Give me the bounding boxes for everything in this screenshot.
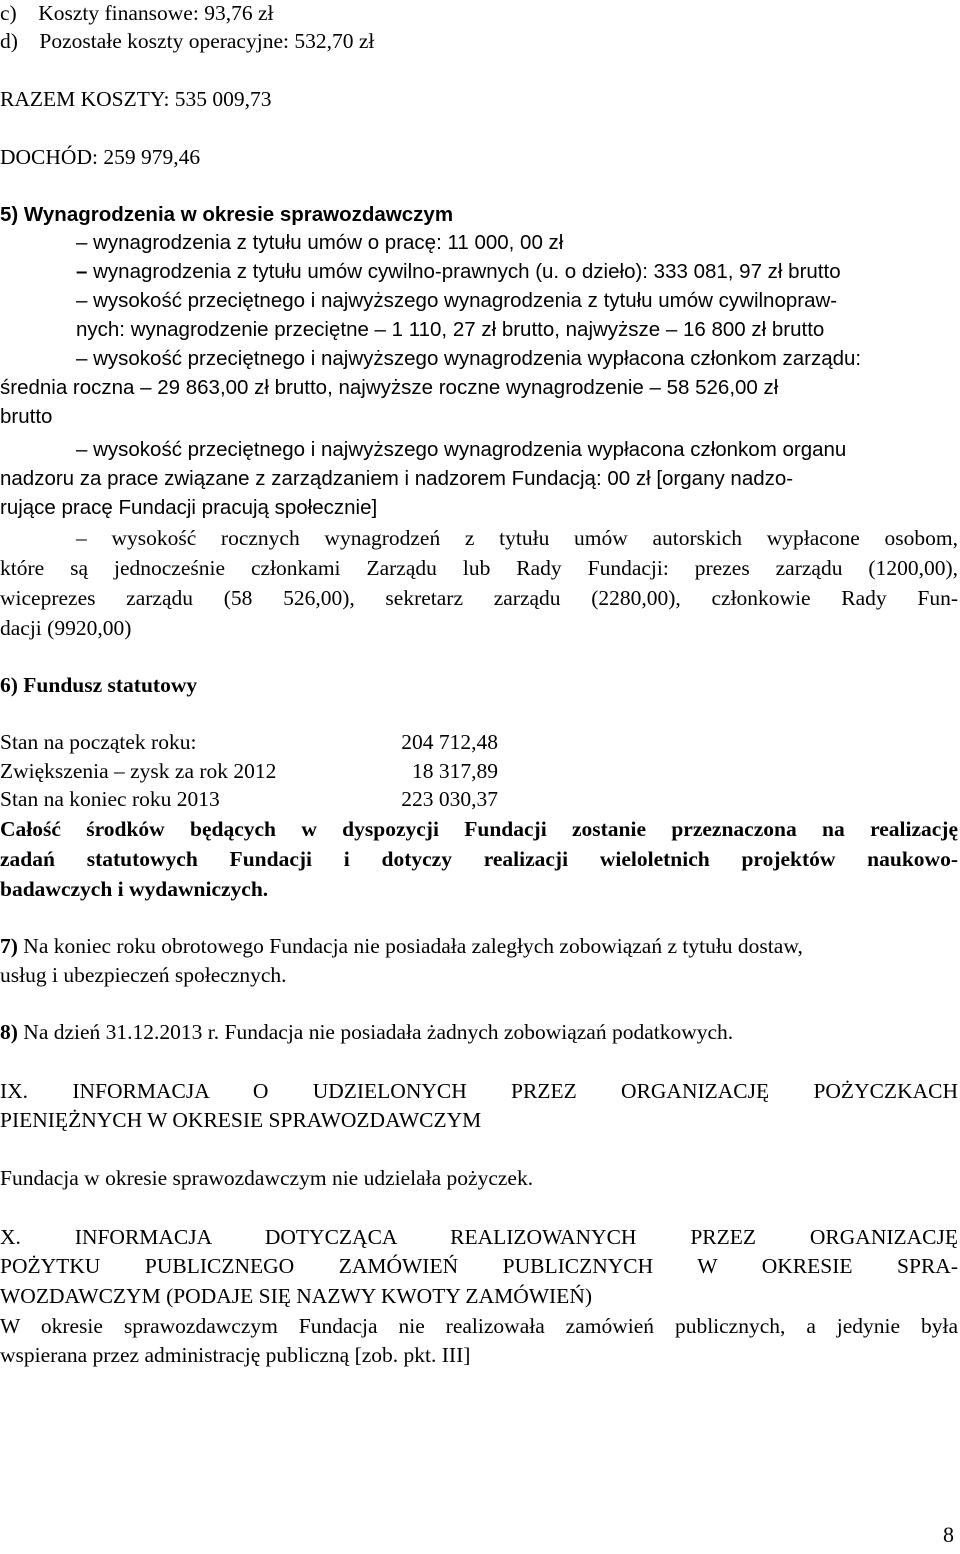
section-8-number: 8) <box>0 1020 18 1044</box>
section-10-heading: POŻYTKU PUBLICZNEGO ZAMÓWIEŃ PUBLICZNYCH W OKRESIE SPRA- <box>0 1254 958 1278</box>
page-number: 8 <box>943 1522 954 1547</box>
section-7-line: usług i ubezpieczeń społecznych. <box>0 963 287 987</box>
fund-row-label: Stan na początek roku: <box>0 730 197 754</box>
fund-summary-line: zadań statutowych Fundacji i dotyczy realizacji wieloletnich projektów naukowo- <box>0 847 958 871</box>
s5-text: wynagrodzenia z tytułu umów cywilno-prawnych (u. o dzieło): 333 081, 97 zł brutto <box>93 260 841 283</box>
s5-line: – wynagrodzenia z tytułu umów o pracę: 11 000, 00 zł <box>76 231 564 254</box>
income: DOCHÓD: 259 979,46 <box>0 145 201 169</box>
section-9-text: Fundacja w okresie sprawozdawczym nie udzielała pożyczek. <box>0 1166 534 1190</box>
s5-line: – wysokość przeciętnego i najwyższego wynagrodzenia wypłacona członkom zarządu: <box>76 347 862 370</box>
section-9-heading: PIENIĘŻNYCH W OKRESIE SPRAWOZDAWCZYM <box>0 1108 482 1132</box>
s5-line: które są jednocześnie członkami Zarządu lub Rady Fundacji: prezes zarządu (1200,00), <box>0 556 958 580</box>
fund-summary-line: badawczych i wydawniczych. <box>0 877 269 901</box>
s5-line: rujące pracę Fundacji pracują społecznie] <box>0 496 378 519</box>
section-7-line <box>0 931 803 961</box>
s5-line: nych: wynagrodzenie przeciętne – 1 110, 27 zł brutto, najwyższe – 16 800 zł brutto <box>76 318 825 341</box>
s5-dash: – <box>76 260 94 283</box>
fund-summary-line: Całość środków będących w dyspozycji Fundacji zostanie przeznaczona na realizację <box>0 817 958 841</box>
section-7-text: Na koniec roku obrotowego Fundacja nie posiadała zaległych zobowiązań z tytułu dostaw, <box>17 934 803 958</box>
s5-line: brutto <box>0 405 53 428</box>
s5-line <box>76 257 841 287</box>
cost-item-d: d) Pozostałe koszty operacyjne: 532,70 zł <box>0 29 375 53</box>
fund-row-value: 223 030,37 <box>401 787 498 811</box>
s5-line: – wysokość przeciętnego i najwyższego wynagrodzenia wypłacona członkom organu <box>76 438 847 461</box>
section-6-heading: 6) Fundusz statutowy <box>0 673 198 697</box>
section-8-line <box>0 1017 733 1047</box>
s5-line: nadzoru za prace związane z zarządzaniem i nadzorem Fundacją: 00 zł [organy nadzo- <box>0 467 794 490</box>
section-7-number: 7) <box>0 934 18 958</box>
s5-line: – wysokość przeciętnego i najwyższego wynagrodzenia z tytułu umów cywilnopraw- <box>76 289 838 312</box>
section-8-text: Na dzień 31.12.2013 r. Fundacja nie posiadała żadnych zobowiązań podatkowych. <box>17 1020 734 1044</box>
total-costs: RAZEM KOSZTY: 535 009,73 <box>0 87 272 111</box>
fund-row-label: Zwiększenia – zysk za rok 2012 <box>0 759 277 783</box>
fund-row-value: 18 317,89 <box>412 759 498 783</box>
s5-line: wiceprezes zarządu (58 526,00), sekretarz zarządu (2280,00), członkowie Rady Fun- <box>0 586 958 610</box>
s5-line: dacji (9920,00) <box>0 616 132 640</box>
section-10-text: W okresie sprawozdawczym Fundacja nie realizowała zamówień publicznych, a jedynie była <box>0 1314 958 1338</box>
fund-row-value: 204 712,48 <box>401 730 498 754</box>
section-9-heading: IX. INFORMACJA O UDZIELONYCH PRZEZ ORGANIZACJĘ POŻYCZKACH <box>0 1079 958 1103</box>
section-10-heading: WOZDAWCZYM (PODAJE SIĘ NAZWY KWOTY ZAMÓWIEŃ) <box>0 1284 593 1308</box>
cost-item-c: c) Koszty finansowe: 93,76 zł <box>0 1 274 25</box>
s5-line: – wysokość rocznych wynagrodzeń z tytułu umów autorskich wypłacone osobom, <box>76 526 958 550</box>
s5-line: średnia roczna – 29 863,00 zł brutto, najwyższe roczne wynagrodzenie – 58 526,00 zł <box>0 376 779 399</box>
section-10-heading: X. INFORMACJA DOTYCZĄCA REALIZOWANYCH PRZEZ ORGANIZACJĘ <box>0 1225 958 1249</box>
section-5-heading: 5) Wynagrodzenia w okresie sprawozdawczym <box>0 203 454 226</box>
section-10-text: wspierana przez administrację publiczną [zob. pkt. III] <box>0 1343 471 1367</box>
fund-row-label: Stan na koniec roku 2013 <box>0 787 220 811</box>
